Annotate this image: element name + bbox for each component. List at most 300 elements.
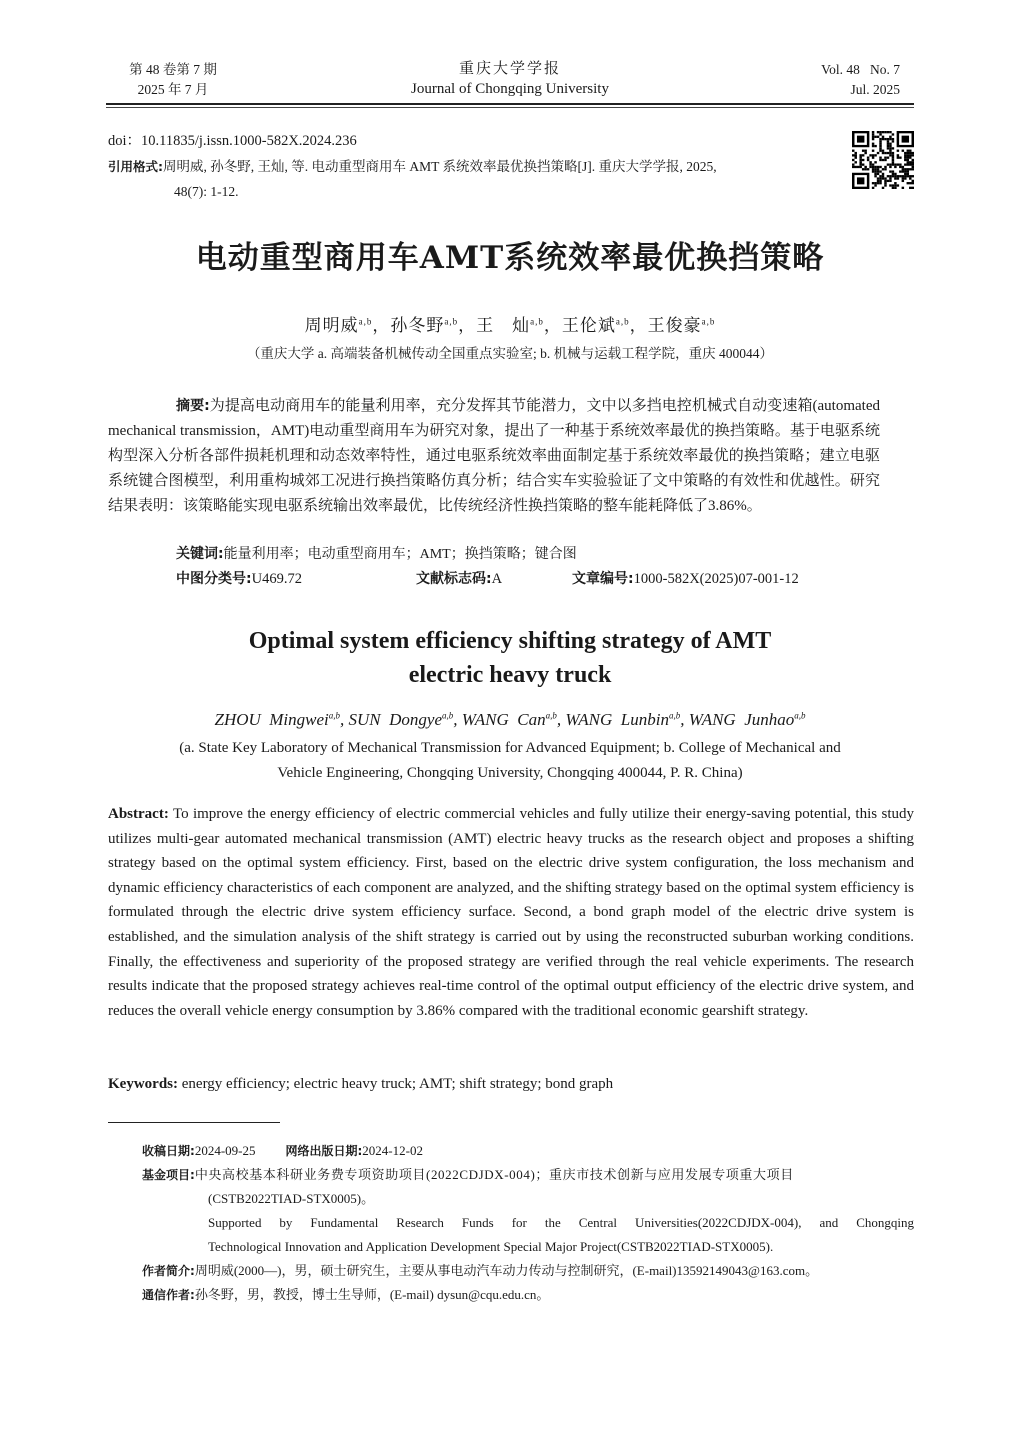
qr-module	[892, 152, 894, 154]
qr-module	[887, 131, 889, 133]
affiliation-en-line1: (a. State Key Laboratory of Mechanical Transmission for Advanced Equipment; b. College of Mechanical and	[179, 740, 841, 756]
qr-module	[909, 154, 911, 156]
author	[562, 316, 630, 335]
qr-module	[889, 147, 891, 149]
footnote-corresponding	[142, 1283, 914, 1307]
author-name: SUN Dongye	[348, 710, 442, 729]
qr-module	[884, 159, 886, 161]
qr-module	[887, 143, 889, 145]
title-cn: 电动重型商用车AMT系统效率最优换挡策略	[195, 240, 825, 276]
qr-module	[912, 159, 914, 161]
online-label: 网络出版日期:	[285, 1144, 363, 1158]
qr-module	[869, 154, 871, 156]
keywords-en	[108, 1076, 613, 1093]
qr-module	[859, 154, 861, 156]
qr-module	[897, 175, 899, 177]
qr-module	[854, 166, 856, 168]
author-separator: ,	[453, 710, 462, 729]
qr-module	[874, 136, 876, 138]
qr-module	[882, 173, 884, 175]
qr-module	[889, 175, 891, 177]
keywords-cn-text: 能量利用率；电动重型商用车；AMT；换挡策略；键合图	[223, 547, 577, 562]
qr-module	[882, 131, 884, 133]
qr-module	[889, 163, 891, 165]
qr-module	[892, 159, 894, 161]
qr-module	[902, 166, 904, 168]
qr-module	[902, 150, 904, 152]
qr-module	[894, 166, 896, 168]
date-cn: 2025 年 7 月	[137, 82, 209, 97]
author-affiliation-mark: a,b	[545, 710, 557, 721]
qr-module	[912, 161, 914, 163]
qr-module	[877, 182, 879, 184]
authors-cn	[0, 311, 1020, 336]
qr-module	[904, 159, 906, 161]
doc-code-value: A	[491, 571, 503, 587]
qr-module	[872, 150, 874, 152]
author	[462, 710, 557, 729]
qr-module	[904, 163, 906, 165]
author-affiliation-mark: a,b	[444, 316, 459, 327]
qr-module	[899, 170, 901, 172]
qr-module	[892, 184, 894, 186]
qr-module	[882, 187, 884, 189]
qr-module	[872, 133, 874, 135]
title-en	[0, 624, 1020, 692]
volume-issue-cn: 第 48 卷第 7 期	[129, 62, 217, 77]
qr-module	[884, 177, 886, 179]
author-name: WANG Can	[461, 710, 546, 729]
qr-module	[912, 152, 914, 154]
qr-module	[872, 163, 874, 165]
qr-module	[877, 131, 879, 133]
qr-module	[879, 138, 881, 140]
corresponding-label: 通信作者:	[142, 1288, 195, 1302]
qr-module	[887, 163, 889, 165]
qr-module	[912, 182, 914, 184]
qr-module	[907, 161, 909, 163]
qr-module	[874, 145, 876, 147]
qr-module	[887, 138, 889, 140]
qr-module	[892, 147, 894, 149]
qr-module	[889, 136, 891, 138]
abstract-cn-text: 为提高电动商用车的能量利用率，充分发挥其节能潜力，文中以多挡电控机械式自动变速箱(automated mechanical transmission，AMT)电动重型商用车为研究对象，提出了一种基于系统效率最优的换挡策略。基于电驱系统构型深入分析各部件损耗机理和动态效率特性，通过电驱系统效率曲面制定基于系统效率最优的换挡策略；建立电驱系统键合图模型，利用重构城郊工况进行换挡策略仿真分析；结合实车实验验证了文中策略的有效性和优越性。研究结果表明：该策略能实现电驱系统输出效率最优，比传统经济性换挡策略的整车能耗降低了3.86%。	[108, 398, 880, 514]
qr-module	[894, 175, 896, 177]
affiliation-en	[0, 736, 1020, 786]
qr-module	[907, 175, 909, 177]
qr-module	[909, 150, 911, 152]
qr-module	[887, 145, 889, 147]
article-no-item	[572, 568, 799, 588]
qr-module	[872, 182, 874, 184]
journal-name-en: Journal of Chongqing University	[411, 81, 609, 97]
author-affiliation-mark: a,b	[668, 710, 681, 721]
qr-module	[887, 140, 889, 142]
keywords-cn-label: 关键词:	[176, 546, 224, 562]
qr-module	[854, 154, 856, 156]
qr-module	[909, 168, 911, 170]
qr-module	[899, 157, 901, 159]
qr-module	[852, 159, 854, 161]
qr-module	[864, 152, 866, 154]
qr-module	[879, 180, 881, 182]
qr-module	[889, 145, 891, 147]
qr-module	[884, 168, 886, 170]
author-separator: ，	[543, 316, 562, 335]
qr-module	[892, 163, 894, 165]
author-name: 周明威	[304, 316, 359, 335]
author-name: ZHOU Mingwei	[214, 710, 329, 729]
qr-module	[884, 184, 886, 186]
qr-module	[857, 166, 859, 168]
qr-module	[854, 157, 856, 159]
clc-value: U469.72	[251, 571, 302, 587]
qr-module	[894, 177, 896, 179]
qr-module	[907, 170, 909, 172]
abstract-cn	[108, 394, 880, 519]
qr-module	[909, 175, 911, 177]
citation-continuation: 48(7): 1-12.	[174, 184, 239, 199]
fund-en-line2: Technological Innovation and Application Development Special Major Project(CSTB2022TIAD-STX0005).	[208, 1239, 774, 1254]
author-affiliation-mark: a,b	[442, 710, 454, 721]
qr-module	[862, 163, 864, 165]
qr-module	[854, 152, 856, 154]
doc-code-label: 文献标志码:	[416, 571, 492, 587]
qr-module	[879, 147, 881, 149]
header-left	[108, 60, 238, 100]
qr-module	[874, 154, 876, 156]
qr-module	[852, 154, 854, 156]
received-value: 2024-09-25	[194, 1143, 256, 1158]
qr-module	[859, 159, 861, 161]
qr-module	[902, 170, 904, 172]
qr-module	[897, 150, 899, 152]
qr-module	[872, 166, 874, 168]
qr-module	[902, 175, 904, 177]
qr-code-graphic	[852, 131, 914, 189]
qr-module	[889, 184, 891, 186]
qr-module	[889, 166, 891, 168]
qr-module	[912, 166, 914, 168]
qr-module	[879, 182, 881, 184]
journal-name-cn: 重庆大学学报	[458, 61, 561, 77]
qr-module	[862, 150, 864, 152]
qr-module	[904, 154, 906, 156]
qr-module	[874, 168, 876, 170]
qr-module	[869, 166, 871, 168]
qr-module	[902, 187, 904, 189]
qr-module	[907, 173, 909, 175]
fund-cn-line2: (CSTB2022TIAD-STX0005)。	[208, 1191, 375, 1206]
qr-module	[909, 152, 911, 154]
qr-module	[899, 163, 901, 165]
keywords-cn	[176, 543, 577, 563]
qr-module	[862, 159, 864, 161]
qr-module	[854, 161, 856, 163]
qr-module	[909, 157, 911, 159]
qr-module	[907, 157, 909, 159]
article-no-label: 文章编号:	[572, 571, 634, 587]
footnote-fund-en	[142, 1211, 914, 1259]
title-en-line1: Optimal system efficiency shifting strategy of AMT	[248, 628, 772, 654]
footnote-rule	[108, 1122, 280, 1123]
qr-module	[904, 175, 906, 177]
qr-module	[892, 140, 894, 142]
fund-label: 基金项目:	[142, 1168, 195, 1182]
qr-module	[899, 175, 901, 177]
qr-module	[884, 138, 886, 140]
author-name: WANG Lunbin	[565, 710, 669, 729]
qr-module	[912, 168, 914, 170]
qr-module	[904, 168, 906, 170]
qr-module	[884, 182, 886, 184]
qr-module	[889, 143, 891, 145]
qr-module	[889, 131, 891, 133]
qr-module	[907, 154, 909, 156]
qr-module	[912, 180, 914, 182]
qr-module	[889, 170, 891, 172]
qr-module	[884, 157, 886, 159]
qr-module	[882, 177, 884, 179]
qr-module	[894, 187, 896, 189]
qr-module	[877, 168, 879, 170]
qr-module	[862, 154, 864, 156]
qr-module	[904, 157, 906, 159]
author-affiliation-mark: a,b	[794, 710, 806, 721]
qr-code-icon[interactable]	[852, 131, 914, 189]
author-separator: ,	[556, 710, 566, 729]
qr-module	[894, 163, 896, 165]
qr-module	[877, 173, 879, 175]
qr-module	[872, 168, 874, 170]
qr-module	[882, 159, 884, 161]
qr-module	[859, 161, 861, 163]
abstract-en-label: Abstract:	[108, 806, 169, 822]
qr-module	[877, 177, 879, 179]
qr-module	[879, 170, 881, 172]
qr-module	[907, 159, 909, 161]
qr-module	[852, 163, 854, 165]
qr-module	[902, 168, 904, 170]
qr-module	[897, 184, 899, 186]
qr-module	[889, 152, 891, 154]
qr-module	[872, 154, 874, 156]
citation	[108, 154, 828, 204]
affiliation-cn: （重庆大学 a. 高端装备机械传动全国重点实验室; b. 机械与运载工程学院，重庆 400044）	[246, 346, 774, 361]
author-name: 孙冬野	[390, 316, 445, 335]
qr-module	[904, 177, 906, 179]
qr-module	[874, 184, 876, 186]
qr-module	[889, 138, 891, 140]
qr-module	[872, 138, 874, 140]
qr-module	[892, 133, 894, 135]
qr-module	[909, 187, 911, 189]
qr-module	[909, 177, 911, 179]
qr-module	[879, 159, 881, 161]
qr-module	[887, 152, 889, 154]
qr-module	[872, 145, 874, 147]
qr-module	[912, 187, 914, 189]
qr-module	[887, 147, 889, 149]
author	[689, 710, 806, 729]
qr-module	[864, 150, 866, 152]
author-affiliation-mark: a,b	[328, 710, 341, 721]
qr-module	[897, 177, 899, 179]
author-affiliation-mark: a,b	[615, 316, 630, 327]
author	[349, 710, 454, 729]
qr-module	[892, 157, 894, 159]
qr-module	[882, 136, 884, 138]
abstract-en-text: To improve the energy efficiency of electric commercial vehicles and fully utilize their energy-saving potential, this study utilizes multi-gear automated mechanical transmission (AMT) electric heavy trucks as the research object and proposes a shifting strategy based on the optimal system efficiency. First, based on the electric drive system configuration, the loss mechanism and dynamic efficiency characteristics of each component are analyzed, and the shifting strategy based on the optimal system efficiency is formulated through the electric drive system efficiency surface. Second, a bond graph model of the electric drive system is established, and the simulation analysis of the shift strategy is carried out by using the reconstructed suburban working conditions. Finally, the effectiveness and superiority of the proposed strategy are verified through the real vehicle experiments. The research results indicate that the proposed strategy achieves real-time control of the optimal output efficiency of the electric drive system, and reduces the overall vehicle energy consumption by 3.86% compared with the traditional economic gearshift strategy.	[108, 806, 914, 1019]
qr-module	[879, 157, 881, 159]
qr-module	[859, 163, 861, 165]
qr-module	[912, 163, 914, 165]
qr-module	[882, 175, 884, 177]
author	[565, 710, 680, 729]
qr-module	[892, 173, 894, 175]
qr-module	[892, 170, 894, 172]
qr-module	[909, 163, 911, 165]
qr-module	[904, 173, 906, 175]
author-label: 作者简介:	[142, 1264, 195, 1278]
volume-issue-en: Vol. 48 No. 7	[821, 62, 900, 77]
qr-module	[882, 168, 884, 170]
author-name: 王 灿	[476, 316, 531, 335]
qr-module	[884, 166, 886, 168]
qr-module	[897, 163, 899, 165]
fund-cn-line1: 中央高校基本科研业务费专项资助项目(2022CDJDX-004)；重庆市技术创新与应用发展专项重大项目	[194, 1167, 794, 1182]
footnote-dates	[142, 1139, 914, 1163]
qr-module	[892, 187, 894, 189]
qr-module	[874, 182, 876, 184]
author-affiliation-mark: a,b	[358, 316, 373, 327]
qr-module	[904, 170, 906, 172]
qr-module	[872, 131, 874, 133]
qr-module	[899, 166, 901, 168]
qr-module	[909, 161, 911, 163]
article-no-value: 1000-582X(2025)07-001-12	[633, 571, 799, 587]
affiliation-en-line2: Vehicle Engineering, Chongqing University, Chongqing 400044, P. R. China)	[277, 765, 743, 781]
author-text: 周明威(2000—)，男，硕士研究生，主要从事电动汽车动力传动与控制研究，(E-mail)13592149043@163.com。	[194, 1263, 819, 1278]
qr-module	[907, 152, 909, 154]
author-affiliation-mark: a,b	[530, 316, 544, 327]
qr-module	[867, 159, 869, 161]
qr-module	[864, 166, 866, 168]
received-label: 收稿日期:	[142, 1144, 195, 1158]
footnote-author	[142, 1259, 914, 1283]
qr-module	[909, 182, 911, 184]
author-name: WANG Junhao	[688, 710, 795, 729]
qr-module	[884, 152, 886, 154]
qr-module	[894, 182, 896, 184]
qr-module	[879, 133, 881, 135]
qr-module	[894, 184, 896, 186]
header-rule-thin	[106, 107, 914, 108]
author-separator: ，	[458, 316, 477, 335]
qr-module	[869, 163, 871, 165]
clc-label: 中图分类号:	[176, 571, 252, 587]
author-separator: ，	[629, 316, 648, 335]
qr-module	[864, 168, 866, 170]
author-name: 王伦斌	[561, 316, 616, 335]
qr-module	[852, 166, 854, 168]
qr-module	[907, 150, 909, 152]
qr-module	[897, 157, 899, 159]
author	[305, 316, 373, 335]
qr-module	[874, 161, 876, 163]
qr-module	[872, 143, 874, 145]
qr-module	[867, 168, 869, 170]
qr-module	[874, 175, 876, 177]
qr-module	[907, 163, 909, 165]
qr-module	[874, 170, 876, 172]
author-separator: ,	[680, 710, 689, 729]
header-right	[760, 60, 900, 100]
qr-module	[889, 150, 891, 152]
author	[476, 316, 544, 335]
keywords-en-text: energy efficiency; electric heavy truck; AMT; shift strategy; bond graph	[181, 1076, 614, 1092]
qr-module	[892, 154, 894, 156]
qr-module	[882, 152, 884, 154]
qr-module	[897, 154, 899, 156]
qr-module	[889, 180, 891, 182]
citation-label: 引用格式:	[108, 159, 163, 174]
date-en: Jul. 2025	[850, 82, 900, 97]
qr-module	[879, 140, 881, 142]
qr-module	[907, 182, 909, 184]
authors-en	[0, 710, 1020, 730]
doc-code-item	[416, 568, 572, 588]
title-en-line2: electric heavy truck	[408, 662, 612, 688]
qr-module	[907, 168, 909, 170]
qr-module	[872, 187, 874, 189]
qr-module	[877, 170, 879, 172]
qr-module	[872, 136, 874, 138]
qr-module	[882, 150, 884, 152]
qr-module	[879, 177, 881, 179]
citation-text: 周明威, 孙冬野, 王灿, 等. 电动重型商用车 AMT 系统效率最优换挡策略[J]. 重庆大学学报, 2025,	[163, 159, 717, 174]
qr-module	[887, 175, 889, 177]
corresponding-text: 孙冬野，男，教授，博士生导师，(E-mail) dysun@cqu.edu.cn。	[194, 1287, 550, 1302]
abstract-en	[108, 802, 914, 1023]
qr-module	[904, 152, 906, 154]
qr-module	[894, 173, 896, 175]
qr-module	[887, 180, 889, 182]
qr-module	[882, 138, 884, 140]
qr-module	[884, 131, 886, 133]
qr-module	[892, 138, 894, 140]
author-separator: ,	[340, 710, 349, 729]
qr-module	[877, 166, 879, 168]
qr-module	[877, 152, 879, 154]
qr-module	[884, 180, 886, 182]
qr-module	[877, 136, 879, 138]
qr-module	[872, 170, 874, 172]
author-affiliation-mark: a,b	[701, 316, 716, 327]
qr-module	[912, 175, 914, 177]
qr-module	[867, 157, 869, 159]
qr-module	[859, 166, 861, 168]
qr-module	[852, 150, 854, 152]
clc-item	[176, 568, 416, 588]
qr-module	[862, 168, 864, 170]
author	[390, 316, 458, 335]
author	[214, 710, 340, 729]
qr-module	[912, 154, 914, 156]
doi[interactable]: doi：10.11835/j.issn.1000-582X.2024.236	[108, 133, 357, 149]
abstract-cn-label: 摘要:	[176, 398, 210, 414]
qr-module	[879, 131, 881, 133]
